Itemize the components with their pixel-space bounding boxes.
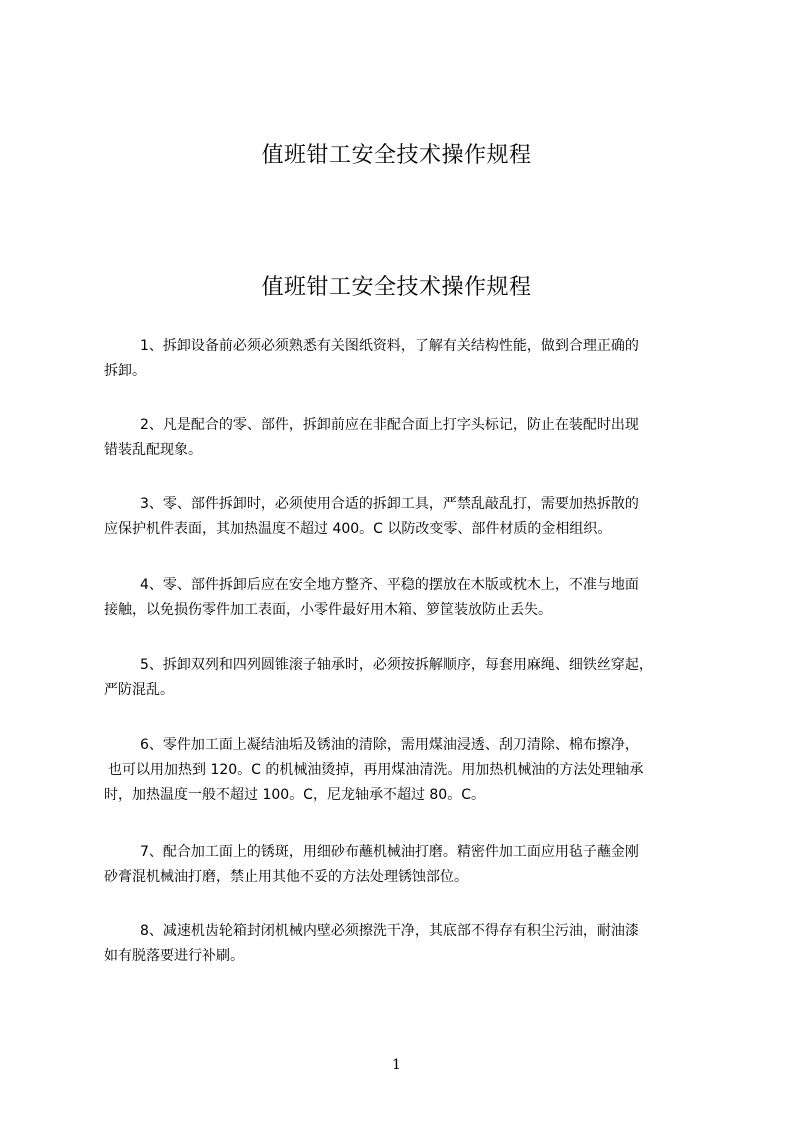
paragraph-line: 时，加热温度一般不超过 100。C，尼龙轴承不超过 80。C。 (104, 787, 485, 803)
paragraph-line: 拆卸。 (104, 363, 146, 379)
paragraph-5 (104, 653, 716, 703)
document-header-title: 值班钳工安全技术操作规程 (261, 143, 532, 168)
paragraph-line: 3、零、部件拆卸时，必须使用合适的拆卸工具，严禁乱敲乱打，需要加热拆散的 (140, 496, 639, 512)
paragraph-line: 严防混乱。 (104, 682, 174, 698)
paragraph-line: 接触，以免损伤零件加工表面，小零件最好用木箱、箩筐装放防止丢失。 (104, 602, 552, 618)
paragraph-7 (104, 840, 716, 890)
paragraph-line: 4、零、部件拆卸后应在安全地方整齐、平稳的摆放在木版或枕木上，不准与地面 (140, 577, 639, 593)
paragraph-line: 应保护机件表面，其加热温度不超过 400。C 以防改变零、部件材质的金相组织。 (104, 521, 612, 537)
paragraph-line: 8、减速机齿轮箱封闭机械内壁必须擦洗干净，其底部不得存有积尘污油，耐油漆 (140, 923, 639, 939)
paragraph-line: 5、拆卸双列和四列圆锥滚子轴承时，必须按拆解顺序，每套用麻绳、细铁丝穿起， (140, 657, 653, 673)
document-main-title: 值班钳工安全技术操作规程 (261, 275, 532, 300)
paragraph-line: 2、凡是配合的零、部件，拆卸前应在非配合面上打字头标记，防止在装配时出现 (140, 417, 639, 433)
paragraph-6 (104, 733, 716, 808)
paragraph-line: 砂膏混机械油打磨，禁止用其他不妥的方法处理锈蚀部位。 (104, 869, 468, 885)
paragraph-1 (104, 334, 716, 384)
paragraph-3 (104, 492, 716, 542)
paragraph-4 (104, 573, 716, 623)
paragraph-line: 1、拆卸设备前必须必须熟悉有关图纸资料，了解有关结构性能，做到合理正确的 (140, 338, 639, 354)
page-number: 1 (392, 1057, 401, 1073)
paragraph-line: 7、配合加工面上的锈斑，用细砂布蘸机械油打磨。精密件加工面应用毡子蘸金刚 (140, 844, 639, 860)
paragraph-line: 也可以用加热到 120。C 的机械油烫掉，再用煤油清洗。用加热机械油的方法处理轴承 (108, 762, 644, 778)
paragraph-8 (104, 919, 716, 969)
paragraph-line: 6、零件加工面上凝结油垢及锈油的清除，需用煤油浸透、刮刀清除、棉布擦净， (140, 737, 639, 753)
paragraph-line: 错装乱配现象。 (104, 442, 202, 458)
paragraph-line: 如有脱落要进行补刷。 (104, 948, 244, 964)
paragraph-2 (104, 413, 716, 463)
